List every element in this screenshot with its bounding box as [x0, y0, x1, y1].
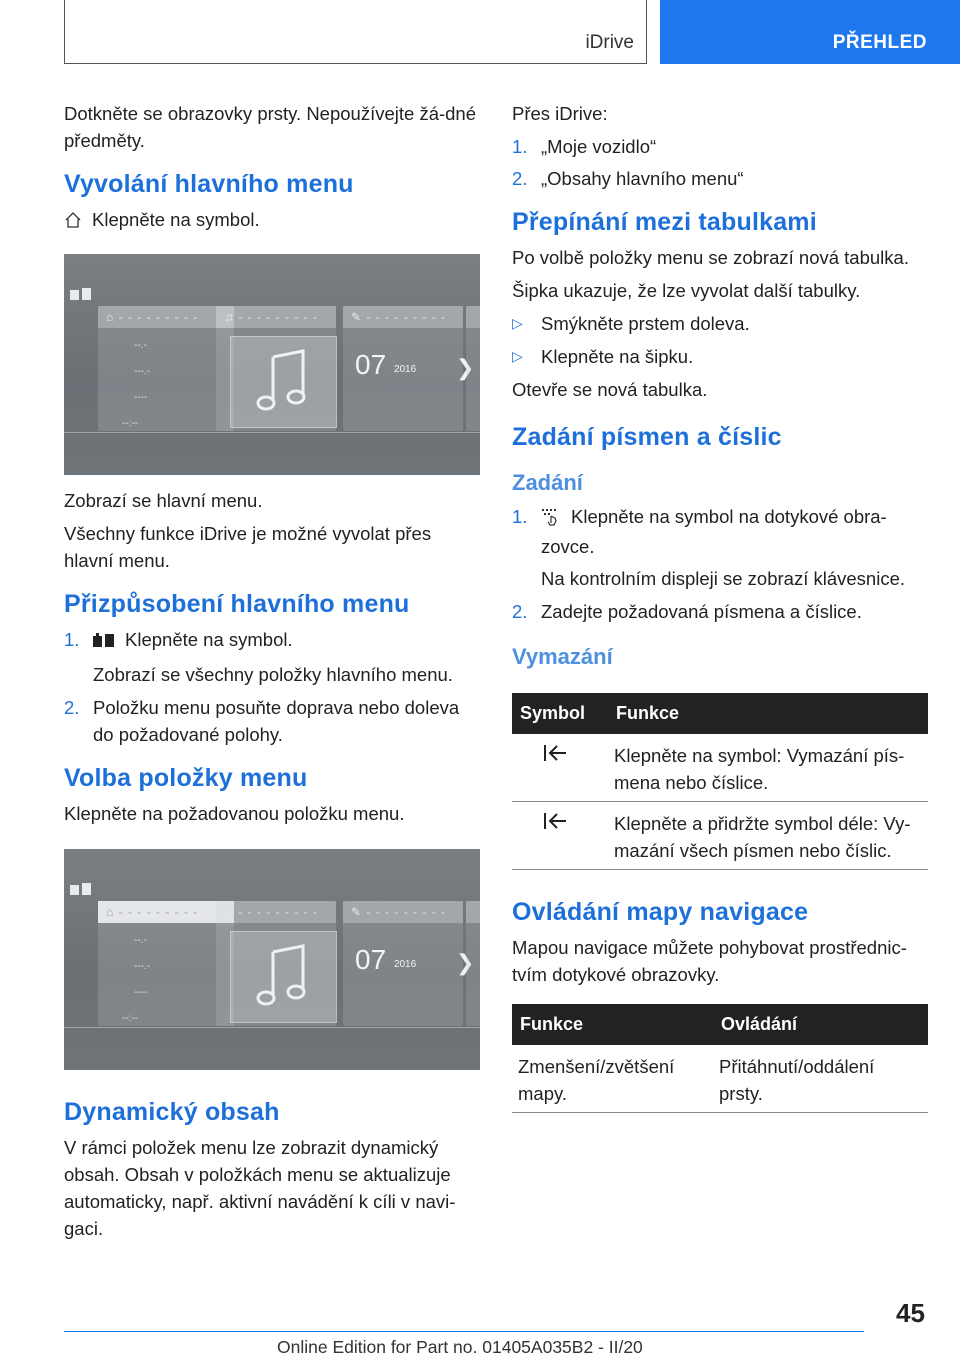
screen-card-music: ♫ - - - - - - - - -: [216, 306, 336, 431]
heading-main-menu: Vyvolání hlavního menu: [64, 170, 354, 198]
screen-card-vehicle: ⌂ - - - - - - - - - --.- ---.- ---- --:--: [98, 306, 234, 431]
table-header: Funkce: [608, 693, 928, 734]
menu-grid-icon: [70, 288, 92, 302]
table-header: Ovládání: [713, 1004, 928, 1045]
via-text: Přes iDrive:: [512, 103, 608, 124]
map-text: Mapou navigace můžete pohybovat prostřednic-tvím dotykové obrazovky.: [512, 937, 907, 985]
heading-select: Volba položky menu: [64, 764, 308, 792]
main-menu-step: [64, 206, 480, 236]
home-icon: [64, 209, 82, 236]
select-menu-screen-image: [64, 849, 480, 1070]
keyboard-touch-icon: [541, 506, 561, 533]
list-item: ▷ Klepněte na šipku.: [512, 343, 928, 370]
subheading-delete: Vymazání: [512, 644, 613, 669]
heading-dynamic: Dynamický obsah: [64, 1098, 280, 1126]
main-menu-screen-image: [64, 254, 480, 475]
backspace-icon: [512, 802, 608, 870]
table-header: Funkce: [512, 1004, 713, 1045]
tabs-p1: Po volbě položky menu se zobrazí nová tabulka.: [512, 247, 909, 268]
intro-text: Dotkněte se obrazovky prsty. Nepoužívejte žá-dné předměty.: [64, 103, 477, 151]
delete-table: [512, 693, 928, 870]
screen-card-date: ✎ - - - - - - - - - 07 2016 ❯: [343, 306, 463, 431]
right-column: [512, 100, 928, 1125]
footer-divider: [64, 1331, 864, 1332]
chevron-right-icon: ❯: [456, 355, 475, 380]
music-note-icon: [230, 931, 337, 1023]
dynamic-text: V rámci položek menu lze zobrazit dynamický obsah. Obsah v položkách menu se aktualizuje automaticky, např. aktivní navádění k cíli v navi-gaci.: [64, 1137, 456, 1239]
triangle-bullet-icon: ▷: [512, 315, 523, 331]
list-item: 2. Zadejte požadovaná písmena a číslice.: [512, 601, 862, 622]
table-row: Klepněte na symbol: Vymazání pís-mena nebo číslice.: [512, 734, 928, 802]
tabs-after: Otevře se nová tabulka.: [512, 379, 708, 400]
menu-grid-icon: [93, 629, 115, 656]
tabs-p2: Šipka ukazuje, že lze vyvolat další tabulky.: [512, 280, 861, 301]
tabs-list: [512, 310, 928, 370]
music-note-icon: [230, 336, 337, 428]
select-text: Klepněte na požadovanou položku menu.: [64, 803, 405, 824]
list-item: 1. „Moje vozidlo“: [512, 136, 657, 157]
list-item: ▷ Smýkněte prstem doleva.: [512, 310, 928, 337]
heading-map: Ovládání mapy navigace: [512, 898, 809, 926]
customize-sub: Zobrazí se všechny položky hlavního menu.: [93, 664, 453, 685]
header-title: iDrive: [585, 32, 634, 53]
list-item: 2. „Obsahy hlavního menu“: [512, 168, 744, 189]
via-list: [512, 133, 928, 192]
subheading-input: Zadání: [512, 470, 583, 495]
table-header: Symbol: [512, 693, 608, 734]
triangle-bullet-icon: ▷: [512, 348, 523, 364]
table-row: Klepněte a přidržte symbol déle: Vy-mazání všech písmen nebo číslic.: [512, 802, 928, 870]
menu-grid-icon: [70, 883, 92, 897]
header-frame: [64, 0, 647, 64]
screen-card-vehicle-selected: ⌂ - - - - - - - - - --.- ---.- ---- --:--: [98, 901, 234, 1026]
map-table: [512, 1004, 928, 1113]
table-row: Zmenšení/zvětšení mapy. Přitáhnutí/oddálení prsty.: [512, 1045, 928, 1113]
input-list: [512, 503, 928, 625]
header-section-tab: PŘEHLED: [660, 0, 960, 64]
list-item: 1. Klepněte na symbol.: [64, 626, 480, 656]
main-menu-after1: Zobrazí se hlavní menu.: [64, 490, 263, 511]
main-menu-after2: Všechny funkce iDrive je možné vyvolat přes hlavní menu.: [64, 523, 432, 571]
main-menu-step-text: Klepněte na symbol.: [92, 209, 260, 230]
left-column: [64, 100, 480, 1248]
heading-customize: Přizpůsobení hlavního menu: [64, 590, 410, 618]
backspace-icon: [512, 734, 608, 802]
input-sub: Na kontrolním displeji se zobrazí klávesnice.: [541, 568, 905, 589]
customize-list: [64, 626, 480, 748]
screen-card-date: ✎ - - - - - - - - - 07 2016 ❯: [343, 901, 463, 1026]
list-item: 1. Klepněte na symbol na dotykové obra-zovce.: [512, 506, 887, 557]
footer-edition: Online Edition for Part no. 01405A035B2 - II/20: [277, 1337, 643, 1357]
list-item: 2. Položku menu posuňte doprava nebo doleva do požadované polohy.: [64, 697, 460, 745]
heading-letters: Zadání písmen a číslic: [512, 423, 782, 451]
page-number: 45: [896, 1298, 925, 1328]
chevron-right-icon: ❯: [456, 950, 475, 975]
heading-tabs: Přepínání mezi tabulkami: [512, 208, 817, 236]
screen-card-music: ♫ - - - - - - - - -: [216, 901, 336, 1026]
